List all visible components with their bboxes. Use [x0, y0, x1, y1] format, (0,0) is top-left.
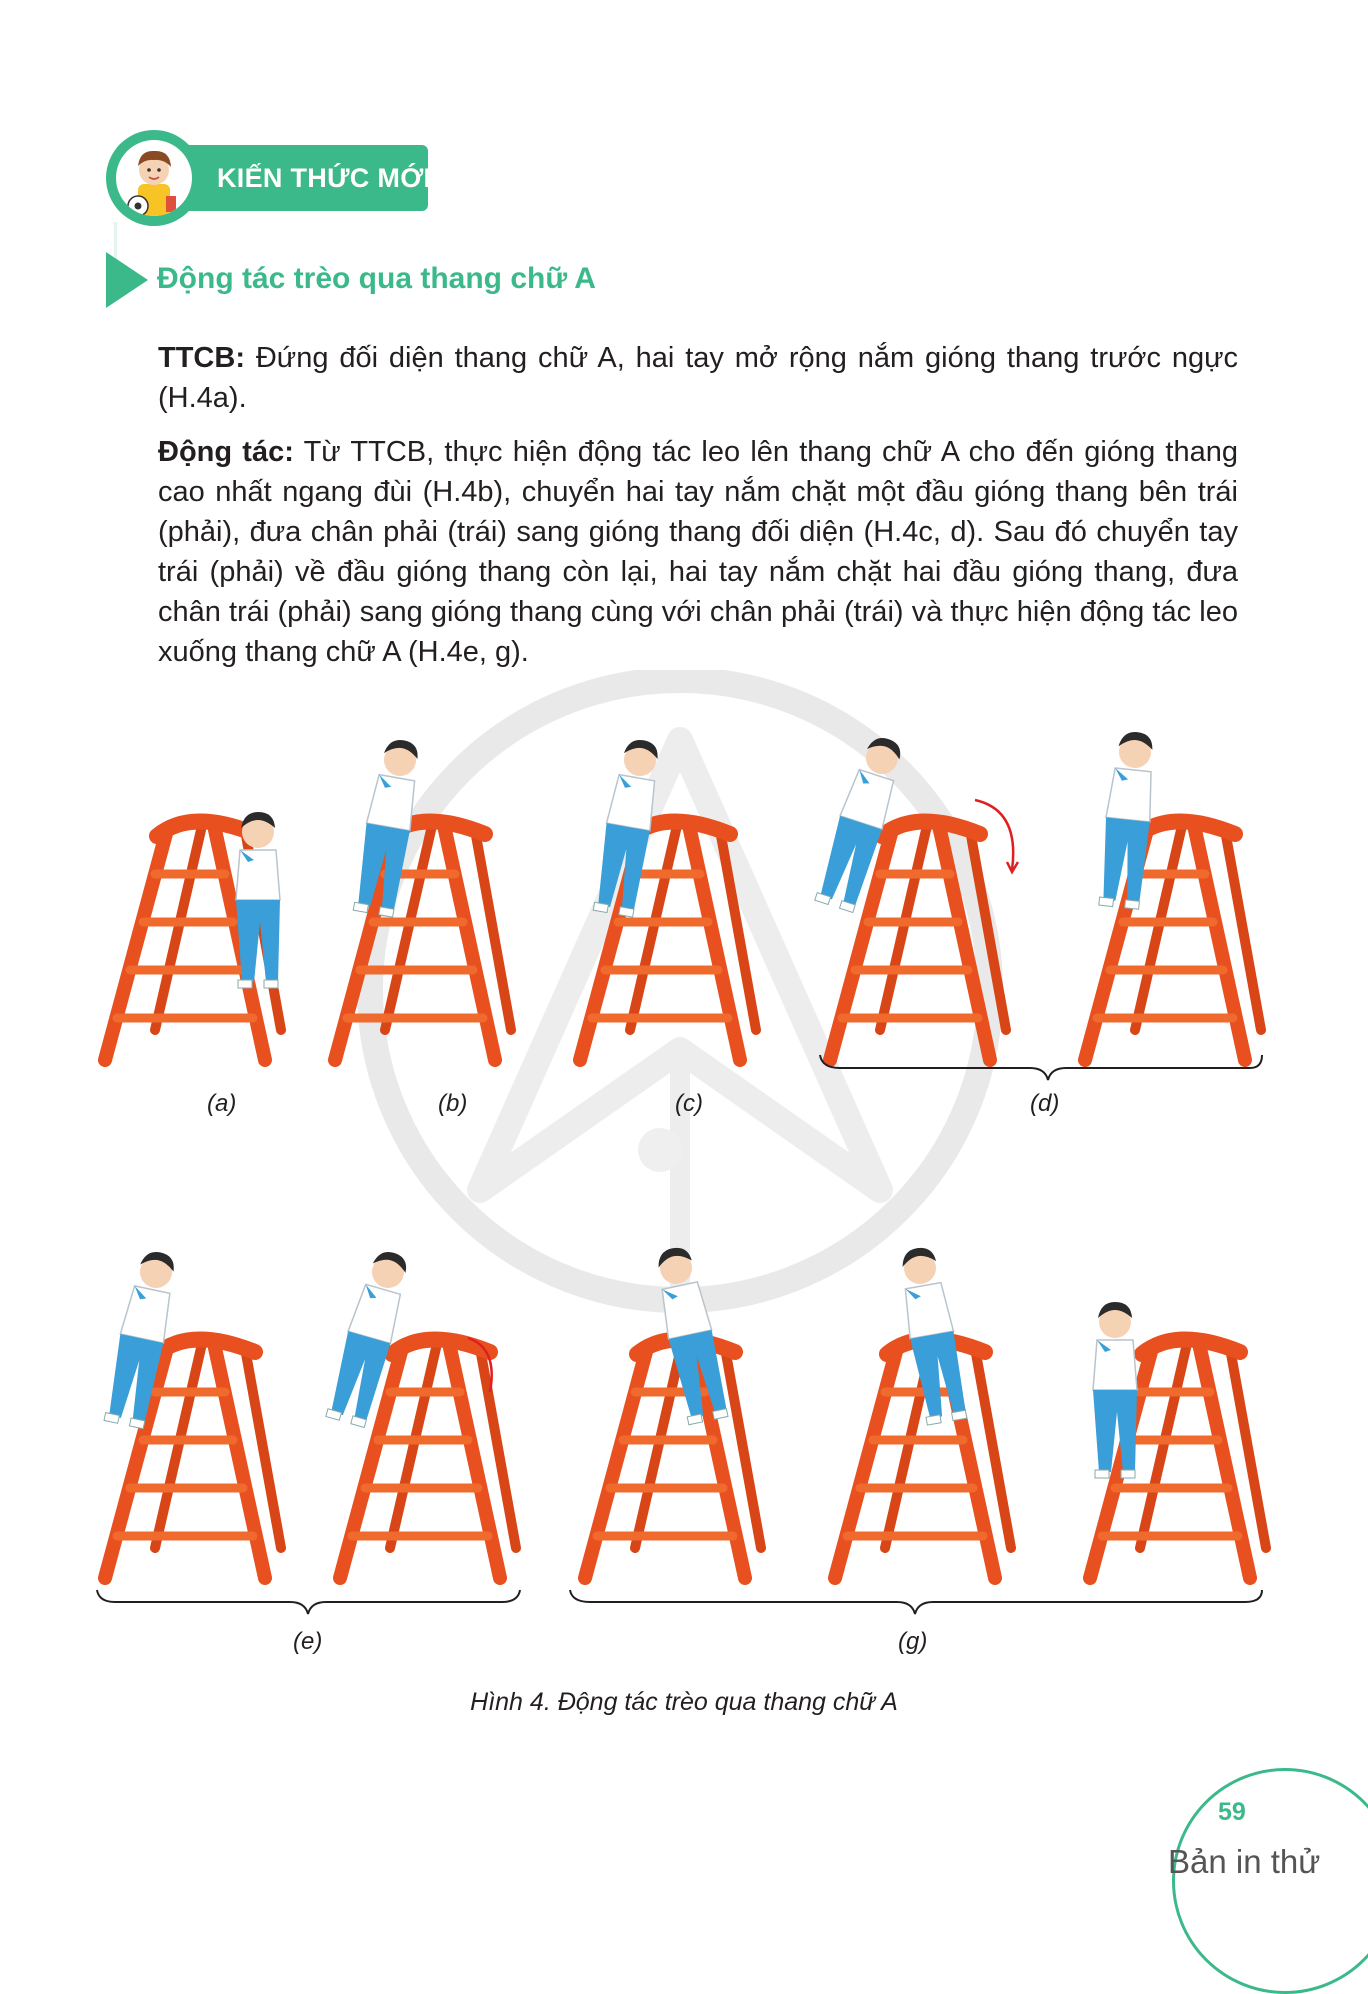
- paragraph-lead: TTCB:: [158, 342, 245, 374]
- label-e: (e): [293, 1628, 323, 1655]
- section-badge-label: KIẾN THỨC MỚI: [217, 163, 432, 193]
- paragraph-lead: Động tác:: [158, 436, 294, 468]
- figure-g3-child: [1093, 1302, 1137, 1478]
- label-g: (g): [898, 1628, 928, 1655]
- page-number: 59: [1218, 1798, 1246, 1826]
- paragraph-text: Từ TTCB, thực hiện động tác leo lên thang chữ A cho đến gióng thang cao nhất ngang đùi (H.4b), chuyển hai tay nắm chặt một đầu gióng thang bên trái (phải), đưa chân phải (trái) sang gióng thang đối diện (H.4c, d). Sau đó chuyển tay trái (phải) về đầu gióng thang còn lại, hai tay nắm chặt hai đầu gióng thang, đưa chân trái (phải) sang gióng thang cùng với chân phải (trái) và thực hiện động tác leo xuống thang chữ A (H.4e, g).: [158, 436, 1238, 668]
- section-title: Động tác trèo qua thang chữ A: [157, 262, 596, 295]
- brace-d: [820, 1055, 1262, 1080]
- ladder-icon: [335, 821, 511, 1060]
- label-d: (d): [1030, 1090, 1060, 1117]
- figure-d2-child: [1097, 730, 1159, 910]
- label-a: (a): [207, 1090, 237, 1117]
- ladder-icon: [585, 1339, 761, 1578]
- brace-e: [97, 1590, 520, 1614]
- label-c: (c): [675, 1090, 703, 1117]
- draft-stamp: Bản in thử: [1168, 1843, 1321, 1880]
- label-b: (b): [438, 1090, 468, 1117]
- paragraph-text: Đứng đối diện thang chữ A, hai tay mở rộng nắm gióng thang trước ngực (H.4a).: [158, 342, 1238, 414]
- figure-e2-child: [324, 1247, 415, 1428]
- figure-caption: Hình 4. Động tác trèo qua thang chữ A: [470, 1688, 898, 1716]
- brace-g: [570, 1590, 1262, 1614]
